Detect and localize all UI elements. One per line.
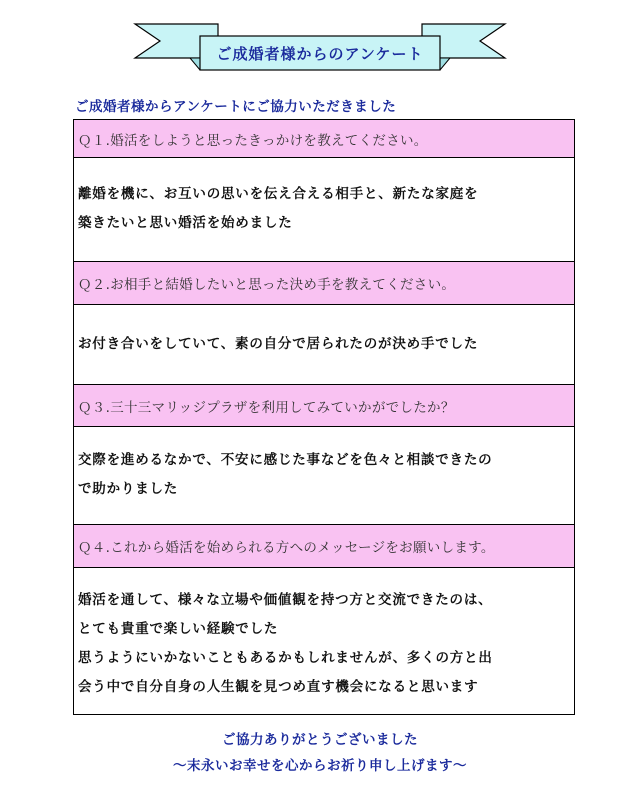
answer-4-line-2: とても貴重で楽しい経験でした — [78, 621, 279, 637]
answer-4-line-1: 婚活を通して、様々な立場や価値観を持つ方と交流できたのは、 — [78, 592, 493, 608]
answer-4 — [74, 586, 574, 702]
answer-3 — [74, 446, 574, 504]
answer-1-line-1: 離婚を機に、お互いの思いを伝え合える相手と、新たな家庭を — [78, 186, 479, 202]
answer-2-line-1: お付き合いをしていて、素の自分で居られたのが決め手でした — [78, 336, 479, 352]
qa-table — [73, 119, 575, 715]
answer-1-line-2: 築きたいと思い婚活を始めました — [78, 215, 293, 231]
footer-thanks: ご協力ありがとうございました — [222, 732, 418, 748]
answer-1 — [74, 180, 574, 238]
footer-wish: ～末永いお幸せを心からお祈り申し上げます～ — [173, 758, 467, 774]
answer-2 — [74, 330, 574, 359]
question-4: Ｑ４.これから婚活を始められる方へのメッセージをお願いします。 — [74, 524, 574, 568]
question-1: Ｑ１.婚活をしようと思ったきっかけを教えてください。 — [74, 120, 574, 158]
page-title: ご成婚者様からのアンケート — [216, 44, 424, 63]
answer-4-line-3: 思うようにいかないこともあるかもしれませんが、多くの方と出 — [78, 650, 493, 666]
answer-4-line-4: 会う中で自分自身の人生観を見つめ直す機会になると思います — [78, 679, 479, 695]
question-3: Ｑ３.三十三マリッジプラザを利用してみていかがでしたか？ — [74, 384, 574, 427]
answer-3-line-1: 交際を進めるなかで、不安に感じた事などを色々と相談できたの — [78, 452, 493, 468]
page-subtitle: ご成婚者様からアンケートにご協力いただきました — [75, 99, 397, 115]
answer-3-line-2: で助かりました — [78, 481, 179, 497]
question-2: Ｑ２.お相手と結婚したいと思った決め手を教えてください。 — [74, 261, 574, 305]
